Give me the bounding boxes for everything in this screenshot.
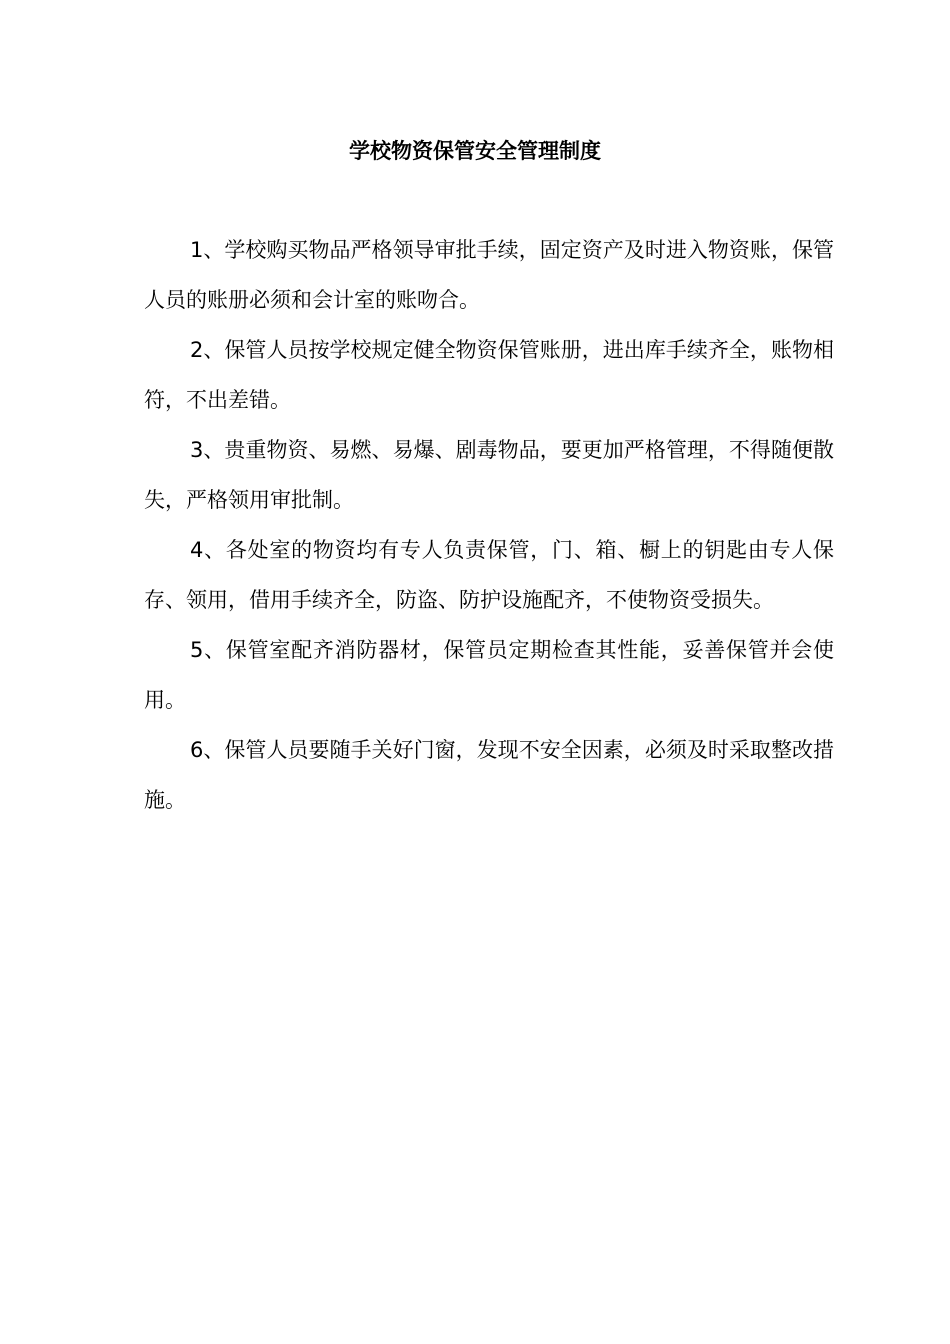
paragraph-4: 4、各处室的物资均有专人负责保管，门、箱、橱上的钥匙由专人保存、领用，借用手续齐全，防盗、防护设施配齐，不使物资受损失。	[144, 538, 834, 612]
paragraph-5: 5、保管室配齐消防器材，保管员定期检查其性能，妥善保管并会使用。	[144, 638, 834, 712]
paragraph-6: 6、保管人员要随手关好门窗，发现不安全因素，必须及时采取整改措施。	[144, 738, 834, 812]
paragraph-2: 2、保管人员按学校规定健全物资保管账册，进出库手续齐全，账物相符，不出差错。	[144, 338, 834, 412]
document-body	[144, 225, 834, 825]
document-title: 学校物资保管安全管理制度	[349, 139, 601, 163]
paragraph-1: 1、学校购买物品严格领导审批手续，固定资产及时进入物资账，保管人员的账册必须和会计室的账吻合。	[144, 238, 834, 312]
paragraph-3: 3、贵重物资、易燃、易爆、剧毒物品，要更加严格管理，不得随便散失，严格领用审批制。	[144, 438, 834, 512]
